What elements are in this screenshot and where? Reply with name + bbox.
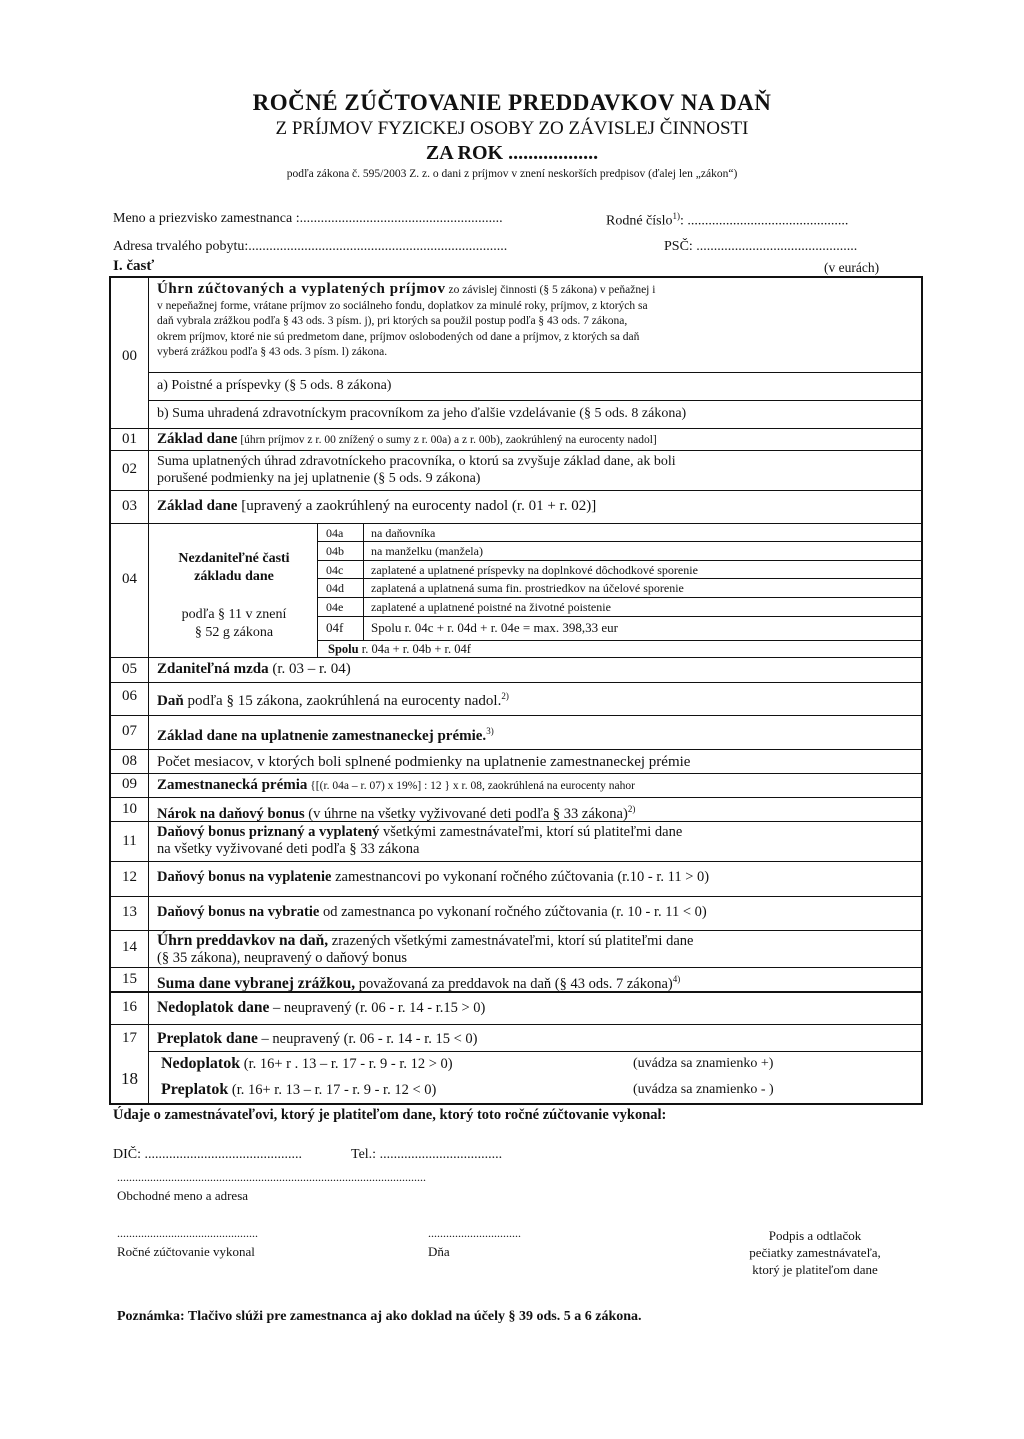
row-number: 09	[122, 776, 137, 792]
row-11-l2: na všetky vyživované deti podľa § 33 zákona	[157, 841, 420, 857]
divider	[111, 657, 923, 658]
divider	[317, 640, 923, 641]
row-07-bold: Základ dane na uplatnenie zamestnaneckej prémie.	[157, 728, 487, 744]
part-label: I. časť	[113, 258, 155, 274]
divider	[111, 797, 923, 798]
row-04b-text: na manželku (manžela)	[371, 544, 483, 558]
row-05-text	[157, 661, 351, 678]
row-01-text	[157, 431, 657, 449]
row-13-bold: Daňový bonus na vybratie	[157, 904, 320, 920]
divider	[148, 1051, 923, 1052]
row-16-text	[157, 999, 485, 1017]
row-16-bold: Nedoplatok dane	[157, 999, 270, 1016]
row-00b-text: b) Suma uhradená zdravotníckym pracovníkom za jeho ďalšie vzdelávanie (§ 5 ods. 8 zákona)	[157, 406, 687, 421]
row-04c-code: 04c	[326, 563, 344, 577]
stamp-label-l3: ktorý je platiteľom dane	[752, 1262, 878, 1277]
row-number: 17	[122, 1030, 137, 1046]
divider	[111, 490, 923, 491]
divider	[111, 428, 923, 429]
tel-field[interactable]: Tel.: ...................................	[351, 1147, 503, 1162]
row-15-rest: považovaná za preddavok na daň (§ 43 ods. 7 zákona)	[355, 975, 673, 992]
row-04-left	[151, 550, 317, 586]
row-number: 08	[122, 753, 137, 769]
row-04-left2: základu dane	[194, 569, 274, 584]
row-00-text	[157, 282, 655, 361]
row-00-l2: v nepeňažnej forme, vrátane príjmov zo sociálneho fondu, doplatkov za minulé roky, príjmov, z ktorých sa	[157, 299, 648, 312]
row-17-text	[157, 1030, 478, 1048]
row-05-rest: (r. 03 – r. 04)	[268, 661, 351, 677]
date-label: Dňa	[428, 1244, 450, 1259]
row-04-total-bold: Spolu	[328, 642, 359, 656]
divider	[317, 578, 923, 579]
row-number: 11	[122, 833, 137, 849]
row-04f-code: 04f	[326, 620, 344, 635]
date-line[interactable]: ...............................	[428, 1226, 521, 1240]
row-04b-code: 04b	[326, 544, 344, 558]
divider	[317, 523, 318, 657]
row-04d-code: 04d	[326, 581, 344, 595]
divider	[111, 930, 923, 931]
row-number: 13	[122, 904, 137, 920]
divider	[111, 523, 923, 524]
row-12-text	[157, 869, 709, 886]
row-11-rest: všetkými zamestnávateľmi, ktorí sú platiteľmi dane	[379, 824, 683, 840]
row-09-text	[157, 777, 635, 795]
row-10-bold: Nárok na daňový bonus	[157, 805, 305, 822]
row-04d-text: zaplatená a uplatnená suma fin. prostriedkov na účelové sporenie	[371, 581, 684, 595]
row-10-text	[157, 801, 635, 823]
birth-number-field[interactable]	[606, 211, 848, 230]
form-note: Poznámka: Tlačivo slúži pre zamestnanca aj ako doklad na účely § 39 ods. 5 a 6 zákona.	[117, 1309, 642, 1324]
stamp-label-l1: Podpis a odtlačok	[768, 1228, 862, 1243]
row-04a-text: na daňovníka	[371, 526, 436, 540]
row-02-text	[157, 453, 676, 487]
divider	[148, 372, 923, 373]
divider	[111, 773, 923, 774]
birth-number-label: Rodné číslo	[606, 213, 673, 229]
row-03-text	[157, 498, 596, 515]
divider	[317, 541, 923, 542]
row-06-footnote: 2)	[501, 691, 509, 701]
row-16-rest: – neupravený (r. 06 - r. 14 - r.15 > 0)	[269, 1000, 486, 1016]
row-04-total-rest: r. 04a + r. 04b + r. 04f	[358, 642, 471, 656]
row-10-rest: (v úhrne na všetky vyživované deti podľa § 33 zákona)	[304, 805, 628, 822]
row-01-bold: Základ dane	[157, 431, 238, 447]
row-04-left1: Nezdaniteľné časti	[178, 551, 290, 566]
employer-name-field[interactable]: .......................................................................................................	[117, 1170, 426, 1184]
prepared-by-label: Ročné zúčtovanie vykonal	[117, 1244, 255, 1259]
employer-name-label: Obchodné meno a adresa	[117, 1188, 249, 1203]
row-04f-text: Spolu r. 04c + r. 04d + r. 04e = max. 398,33 eur	[371, 620, 618, 635]
row-number: 14	[122, 939, 137, 955]
row-number: 01	[122, 431, 137, 447]
row-18b-rest: (r. 16+ r. 13 – r. 17 - r. 9 - r. 12 < 0)	[228, 1082, 437, 1098]
row-06-rest: podľa § 15 zákona, zaokrúhlená na eurocenty nadol.	[183, 693, 502, 709]
divider	[317, 560, 923, 561]
row-04c-text: zaplatené a uplatnené príspevky na doplnkové dôchodkové sporenie	[371, 563, 698, 577]
row-07-text	[157, 723, 494, 745]
row-number: 18	[121, 1069, 138, 1088]
row-17-rest: – neupravený (r. 06 - r. 14 - r. 15 < 0)	[257, 1031, 478, 1047]
row-06-text	[157, 688, 509, 710]
row-number: 15	[122, 971, 137, 987]
divider	[111, 1024, 923, 1025]
row-18a-sign: (uvádza sa znamienko +)	[633, 1056, 774, 1071]
tax-form-table	[109, 276, 923, 1105]
birth-number-footnote: 1)	[672, 211, 680, 221]
row-00a-text: a) Poistné a príspevky (§ 5 ods. 8 zákona)	[157, 378, 392, 393]
row-number: 10	[122, 801, 137, 817]
employee-name-field[interactable]: Meno a priezvisko zamestnanca :..........................................................	[113, 211, 503, 226]
row-18a-rest: (r. 16+ r . 13 – r. 17 - r. 9 - r. 12 > 0)	[240, 1056, 453, 1072]
address-field[interactable]: Adresa trvalého pobytu:..........................................................................	[113, 239, 508, 254]
row-14-bold: Úhrn preddavkov na daň,	[157, 932, 329, 949]
row-04-left-law	[151, 606, 317, 642]
row-03-rest: [upravený a zaokrúhlený na eurocenty nadol (r. 01 + r. 02)]	[237, 498, 597, 514]
row-09-rest: {[(r. 04a – r. 07) x 19%] : 12 } x r. 08, zaokrúhlená na eurocenty nahor	[307, 780, 635, 792]
row-00-l5: vyberá zrážkou podľa § 43 ods. 3 písm. l) zákona.	[157, 346, 388, 358]
form-subtitle: Z PRÍJMOV FYZICKEJ OSOBY ZO ZÁVISLEJ ČINNOSTI	[275, 118, 749, 139]
row-18b-bold: Preplatok	[161, 1081, 229, 1098]
employer-heading: Údaje o zamestnávateľovi, ktorý je platiteľom dane, ktorý toto ročné zúčtovanie vykonal:	[113, 1107, 667, 1123]
prepared-by-line[interactable]: ...............................................	[117, 1226, 258, 1240]
row-00-l4: okrem príjmov, ktoré nie sú predmetom dane, príjmov oslobodených od dane a príjmov, z ktorých sa daň	[157, 330, 640, 343]
row-07-footnote: 3)	[486, 726, 494, 736]
row-11-text	[157, 824, 682, 858]
row-18b-text	[161, 1081, 436, 1099]
row-18b-sign: (uvádza sa znamienko - )	[633, 1082, 774, 1097]
dic-field[interactable]: DIČ: .............................................	[113, 1147, 302, 1162]
row-09-bold: Zamestnanecká prémia	[157, 777, 308, 793]
row-04-total	[328, 642, 471, 657]
row-06-bold: Daň	[157, 693, 184, 709]
row-number: 02	[122, 461, 137, 477]
row-18a-bold: Nedoplatok	[161, 1055, 241, 1072]
row-13-text	[157, 904, 707, 921]
row-number: 07	[122, 723, 137, 739]
row-04-left3: podľa § 11 v znení	[181, 607, 287, 622]
birth-number-dots: : ..............................................	[680, 213, 849, 229]
row-17-bold: Preplatok dane	[157, 1030, 258, 1047]
row-00-l1: zo závislej činnosti (§ 5 zákona) v peňažnej i	[445, 284, 656, 296]
row-00-bold: Úhrn zúčtovaných a vyplatených príjmov	[157, 281, 446, 297]
row-18a-text	[161, 1055, 453, 1073]
divider	[111, 896, 923, 897]
row-10-footnote: 2)	[627, 804, 636, 814]
row-14-l2: (§ 35 zákona), neupravený o daňový bonus	[157, 950, 408, 966]
divider	[148, 400, 923, 401]
row-04e-code: 04e	[326, 600, 344, 614]
row-14-rest: zrazených všetkými zamestnávateľmi, ktorí sú platiteľmi dane	[328, 933, 694, 949]
divider	[317, 597, 923, 598]
currency-label: (v eurách)	[824, 260, 880, 275]
row-02-l1: Suma uplatnených úhrad zdravotníckeho pracovníka, o ktorú sa zvyšuje základ dane, ak boli	[157, 454, 676, 469]
row-04-left4: § 52 g zákona	[194, 625, 274, 640]
row-05-bold: Zdaniteľná mzda	[157, 661, 269, 677]
row-00-l3: daň vybrala zrážkou podľa § 43 ods. 3 písm. j), pri ktorých sa použil postup podľa § 43 ods. 7 zákona,	[157, 315, 628, 327]
row-11-bold: Daňový bonus priznaný a vyplatený	[157, 824, 380, 840]
row-number: 16	[122, 999, 137, 1015]
row-13-rest: od zamestnanca po vykonaní ročného zúčtovania (r. 10 - r. 11 < 0)	[319, 904, 707, 920]
row-12-rest: zamestnancovi po vykonaní ročného zúčtovania (r.10 - r. 11 > 0)	[331, 869, 710, 885]
row-12-bold: Daňový bonus na vyplatenie	[157, 869, 332, 885]
divider	[111, 682, 923, 683]
law-note: podľa zákona č. 595/2003 Z. z. o dani z príjmov v znení neskorších predpisov (ďalej len „zákon“)	[286, 168, 738, 180]
row-14-text	[157, 932, 693, 967]
row-04e-text: zaplatené a uplatnené poistné na životné poistenie	[371, 600, 611, 614]
row-number: 12	[122, 869, 137, 885]
row-number: 06	[122, 688, 137, 704]
row-number: 04	[122, 571, 137, 587]
form-year: ZA ROK ..................	[425, 142, 599, 164]
divider	[111, 749, 923, 750]
stamp-signature-label	[720, 1227, 910, 1278]
divider	[111, 967, 923, 968]
row-02-l2: porušené podmienky na jej uplatnenie (§ 5 ods. 9 zákona)	[157, 471, 481, 486]
row-15-text	[157, 971, 680, 993]
stamp-label-l2: pečiatky zamestnávateľa,	[749, 1245, 881, 1260]
row-15-footnote: 4)	[672, 974, 681, 984]
row-number: 05	[122, 661, 137, 677]
form-title: ROČNÉ ZÚČTOVANIE PREDDAVKOV NA DAŇ	[252, 90, 772, 115]
row-15-bold: Suma dane vybranej zrážkou,	[157, 974, 356, 992]
divider	[317, 616, 923, 617]
row-03-bold: Základ dane	[157, 498, 238, 514]
row-04a-code: 04a	[326, 526, 344, 540]
row-08-text: Počet mesiacov, v ktorých boli splnené podmienky na uplatnenie zamestnaneckej prémie	[157, 754, 691, 770]
row-number: 00	[122, 348, 137, 364]
row-01-rest: [úhrn príjmov z r. 00 znížený o sumy z r. 00a) a z r. 00b), zaokrúhlený na eurocenty nadol]	[237, 434, 657, 446]
divider	[111, 715, 923, 716]
postcode-field[interactable]: PSČ: ..............................................	[664, 239, 858, 254]
divider	[111, 450, 923, 451]
divider	[111, 861, 923, 862]
row-number: 03	[122, 498, 137, 514]
